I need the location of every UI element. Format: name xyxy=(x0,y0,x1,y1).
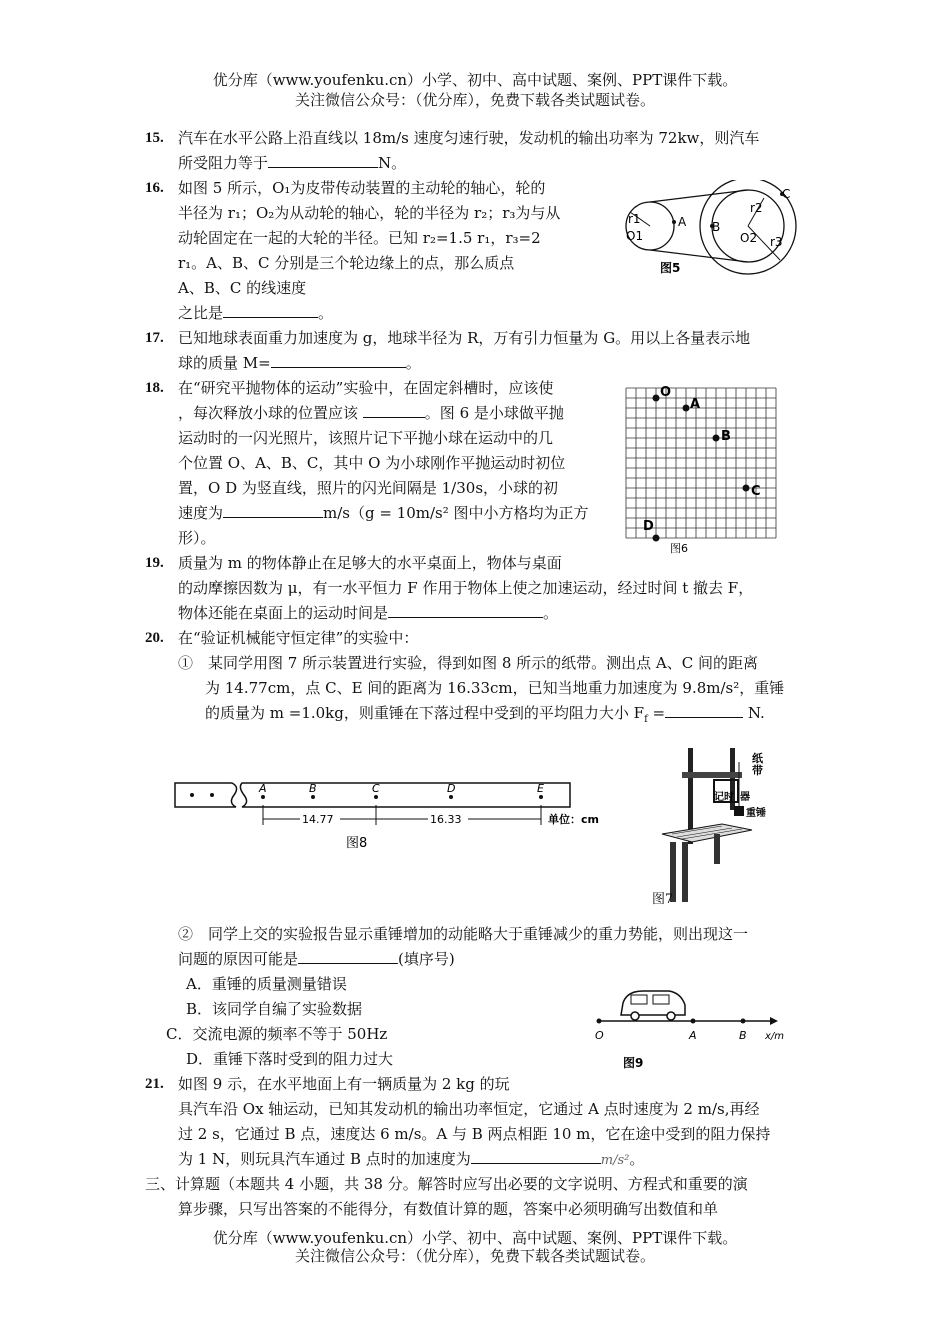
q16-answer-blank[interactable] xyxy=(223,303,318,318)
fig5-label-a: A xyxy=(678,215,687,229)
section-3-line-2: 算步骤，只写出答案的不能得分，有数值计算的题，答案中必须明确写出数值和单 xyxy=(178,1200,719,1218)
q20-part1-line-2: 为 14.77cm，点 C、E 间的距离为 16.33cm，已知当地重力加速度为 9.8m/s²，重锤 xyxy=(205,679,785,697)
question-number-19: 19. xyxy=(145,555,164,571)
fig7-table-top xyxy=(662,824,752,842)
question-number-17: 17. xyxy=(145,330,164,346)
q19-line-3: 物体还能在桌面上的运动时间是 。 xyxy=(178,604,559,622)
fig9-wheel-1 xyxy=(631,1012,639,1020)
fig6-label-c: C xyxy=(751,484,761,499)
fig6-caption: 图6 xyxy=(670,542,688,554)
fig5-belt-top xyxy=(650,190,748,202)
fig8-distance-ce: 16.33 xyxy=(430,813,462,826)
fig5-label-r2: r2 xyxy=(750,201,763,215)
q20-intro: 在“验证机械能守恒定律”的实验中： xyxy=(178,629,419,647)
q18-line-3: 运动时的一闪光照片，该照片记下平抛小球在运动中的几 xyxy=(178,429,554,447)
q16-line-6: 之比是 。 xyxy=(178,304,334,322)
fig7-label-paper: 纸 xyxy=(752,752,763,765)
fig8-label-d: D xyxy=(447,782,456,795)
q17-line-2: 球的质量 M= 。 xyxy=(178,354,421,372)
q21-line-4: 为 1 N，则玩具汽车通过 B 点时的加速度为 m/s²。 xyxy=(178,1150,645,1168)
q18-line-7: 形）。 xyxy=(178,529,216,547)
q20-option-b: B．该同学自编了实验数据 xyxy=(186,1000,363,1018)
fig5-label-c: C xyxy=(782,187,791,201)
q20-option-a: A．重锤的质量测量错误 xyxy=(186,975,347,993)
q18-line-5: 置，O D 为竖直线，照片的闪光间隔是 1/30s，小球的初 xyxy=(178,479,559,497)
fig9-caption: 图9 xyxy=(623,1056,644,1070)
q16-line-1: 如图 5 所示，O₁为皮带传动装置的主动轮的轴心，轮的 xyxy=(178,179,546,197)
header-line-2: 关注微信公众号：（优分库），免费下载各类试题试卷。 xyxy=(294,91,655,109)
q19-line-2: 的动摩擦因数为 μ，有一水平恒力 F 作用于物体上使之加速运动，经过时间 t 撤去 F， xyxy=(178,579,754,597)
fig8-dot-2 xyxy=(210,793,214,797)
fig6-label-a: A xyxy=(690,397,701,412)
question-number-15: 15. xyxy=(145,130,164,146)
fig9-point-b xyxy=(741,1019,746,1024)
q16-line-5: A、B、C 的线速度 xyxy=(178,279,307,297)
section-3-line-1: 三、计算题（本题共 4 小题，共 38 分。解答时应写出必要的文字说明、方程式和重要的演 xyxy=(145,1175,748,1193)
fig6-dot-b xyxy=(713,435,720,442)
fig7-label-weight: 重锤 xyxy=(746,808,766,819)
fig9-arrow xyxy=(770,1017,778,1025)
fig6-dot-c xyxy=(743,485,750,492)
fig8-distance-ac: 14.77 xyxy=(302,813,334,826)
fig6-label-o: O xyxy=(660,385,672,400)
footer-line-1: 优分库（www.youfenku.cn）小学、初中、高中试题、案例、PPT课件下载。 xyxy=(212,1229,738,1247)
figure-5-belt-drive xyxy=(612,180,802,278)
q20-blank-resistance[interactable] xyxy=(665,703,743,718)
q20-option-c: C．交流电源的频率不等于 50Hz xyxy=(166,1025,388,1043)
fig7-caption: 图7 xyxy=(652,892,674,907)
fig8-label-b: B xyxy=(309,782,317,795)
fig7-table-leg-3 xyxy=(714,834,720,864)
fig6-grid xyxy=(626,388,776,538)
q18-blank-position[interactable] xyxy=(363,403,425,418)
fig9-car-window-2 xyxy=(653,995,669,1004)
q20-part2-line-2: 问题的原因可能是 (填序号) xyxy=(178,950,455,968)
fig6-label-b: B xyxy=(721,429,731,444)
q18-line-1: 在“研究平抛物体的运动”实验中，在固定斜槽时，应该使 xyxy=(178,379,554,397)
fig8-unit: 单位：cm xyxy=(548,813,599,826)
q20-part1-line-3: 的质量为 m =1.0kg，则重锤在下落过程中受到的平均阻力大小 $F_f = N$. xyxy=(205,704,765,725)
fig9-label-a: A xyxy=(689,1029,697,1042)
question-number-18: 18. xyxy=(145,380,164,396)
fig6-label-d: D xyxy=(643,519,654,534)
fig8-tape-right xyxy=(240,783,570,807)
q16-line-4: r₁。A、B、C 分别是三个轮边缘上的点，那么质点 xyxy=(178,254,515,272)
fig9-point-o xyxy=(597,1019,602,1024)
fig8-label-c: C xyxy=(372,782,380,795)
fig5-label-o2: O2 xyxy=(740,231,758,245)
fig8-dot-b xyxy=(311,795,315,799)
fig6-dot-o xyxy=(653,395,660,402)
q17-line-1: 已知地球表面重力加速度为 g，地球半径为 R，万有引力恒量为 G。用以上各量表示地 xyxy=(178,329,751,347)
q21-line-2: 具汽车沿 Ox 轴运动，已知其发动机的输出功率恒定，它通过 A 点时速度为 2 m/s,再经 xyxy=(178,1100,760,1118)
q19-line-1: 质量为 m 的物体静止在足够大的水平桌面上，物体与桌面 xyxy=(178,554,562,572)
figure-8-paper-tape xyxy=(170,775,615,855)
q18-line-6: 速度为 m/s（g = 10m/s² 图中小方格均为正方 xyxy=(178,504,589,522)
fig8-dot-a xyxy=(261,795,265,799)
q21-line-1: 如图 9 示，在水平地面上有一辆质量为 2 kg 的玩 xyxy=(178,1075,510,1093)
fig8-caption: 图8 xyxy=(346,836,368,851)
fig8-dot-e xyxy=(539,795,543,799)
q18-blank-velocity[interactable] xyxy=(223,503,323,518)
fig8-dot-d xyxy=(449,795,453,799)
q16-line-3: 动轮固定在一起的大轮的半径。已知 r₂=1.5 r₁，r₃=2 xyxy=(178,229,541,247)
fig8-dot-1 xyxy=(190,793,194,797)
figure-6-projectile-grid xyxy=(618,382,808,554)
fig5-point-a xyxy=(672,220,676,224)
fig5-label-o1: O1 xyxy=(626,229,644,243)
q21-answer-blank[interactable] xyxy=(471,1149,601,1164)
q18-line-4: 个位置 O、A、B、C，其中 O 为小球刚作平抛运动时初位 xyxy=(178,454,566,472)
q15-answer-blank[interactable] xyxy=(268,153,378,168)
q21-line-3: 过 2 s，它通过 B 点，速度达 6 m/s。A 与 B 两点相距 10 m，它在途中受到的阻力保持 xyxy=(178,1125,771,1143)
fig9-car-window-1 xyxy=(631,995,647,1004)
fig5-caption: 图5 xyxy=(660,261,681,275)
q20-option-d: D．重锤下落时受到的阻力过大 xyxy=(186,1050,394,1068)
fig5-label-b: B xyxy=(712,220,721,234)
fig7-label-timer: 记时 xyxy=(714,792,734,803)
q19-answer-blank[interactable] xyxy=(388,603,543,618)
fig7-weight xyxy=(734,806,744,816)
fig5-label-r1: r1 xyxy=(628,212,641,226)
header-line-1: 优分库（www.youfenku.cn）小学、初中、高中试题、案例、PPT课件下载。 xyxy=(212,71,738,89)
fig9-label-o: O xyxy=(595,1029,604,1042)
fig7-table-leg-2 xyxy=(682,842,688,902)
q20-part1-line-1: ① 某同学用图 7 所示装置进行实验，得到如图 8 所示的纸带。测出点 A、C 间的距离 xyxy=(178,654,759,672)
fig7-label-device: 器 xyxy=(740,792,750,803)
figure-9-toy-car xyxy=(585,985,795,1075)
q17-answer-blank[interactable] xyxy=(271,353,406,368)
question-number-20: 20. xyxy=(145,630,164,646)
fig6-dot-d xyxy=(653,535,660,542)
fig9-wheel-2 xyxy=(667,1012,675,1020)
q18-line-2: ，每次释放小球的位置应该 。图 6 是小球做平抛 xyxy=(178,404,564,422)
question-number-21: 21. xyxy=(145,1076,164,1092)
fig8-label-e: E xyxy=(537,782,544,795)
fig9-label-x: x/m xyxy=(765,1031,785,1042)
fig8-dot-c xyxy=(374,795,378,799)
q16-line-2: 半径为 r₁；O₂为从动轮的轴心，轮的半径为 r₂；r₃为与从 xyxy=(178,204,561,222)
fig6-dot-a xyxy=(683,405,690,412)
fig8-tape-left xyxy=(175,783,237,807)
fig7-crossbar xyxy=(682,772,742,778)
fig5-label-r3: r3 xyxy=(770,235,783,249)
q15-line-1: 汽车在水平公路上沿直线以 18m/s 速度匀速行驶，发动机的输出功率为 72kw，则汽车 xyxy=(178,129,760,147)
fig8-label-a: A xyxy=(259,782,267,795)
footer-line-2: 关注微信公众号：（优分库），免费下载各类试题试卷。 xyxy=(294,1247,655,1265)
question-number-16: 16. xyxy=(145,180,164,196)
q15-line-2: 所受阻力等于 N。 xyxy=(178,154,407,172)
q20-blank-cause[interactable] xyxy=(298,949,398,964)
fig9-label-b: B xyxy=(739,1029,747,1042)
q20-part2-line-1: ② 同学上交的实验报告显示重锤增加的动能略大于重锤减少的重力势能，则出现这一 xyxy=(178,925,749,943)
fig7-label-tape: 带 xyxy=(752,764,763,777)
fig9-point-a xyxy=(691,1019,696,1024)
